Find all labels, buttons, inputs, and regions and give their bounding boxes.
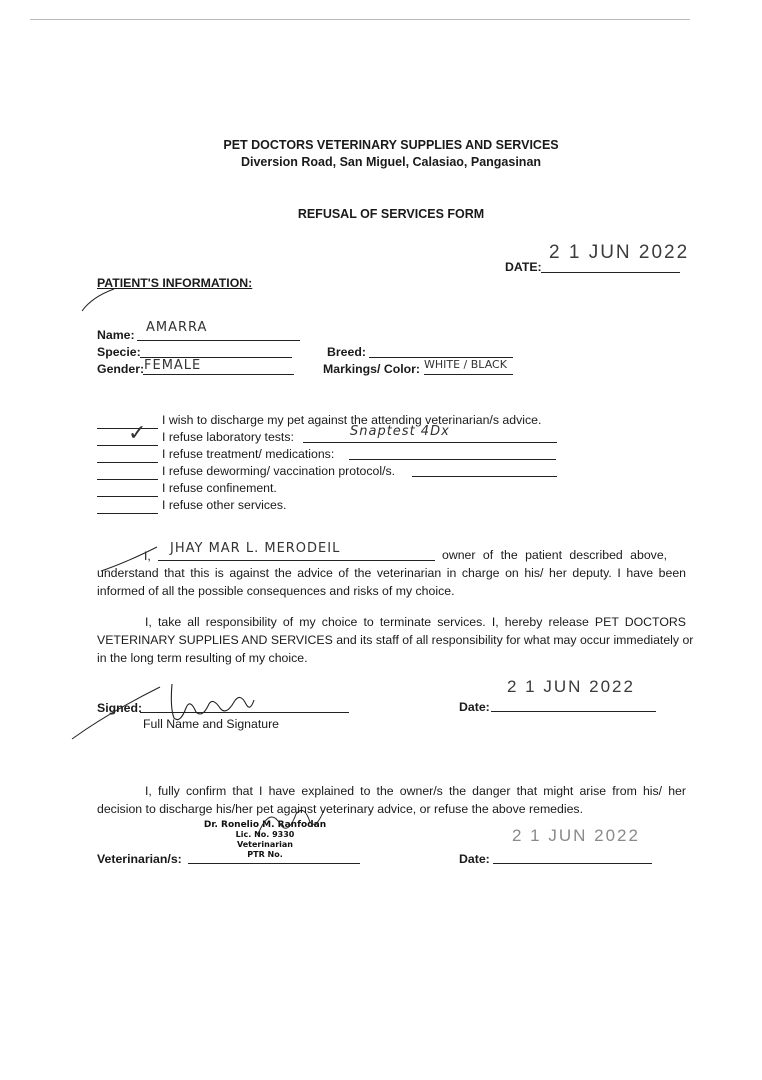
owner-statement-line: informed of all the possible consequences and risks of my choice. bbox=[97, 584, 455, 598]
option-text: I wish to discharge my pet against the attending veterinarian/s advice. bbox=[162, 413, 542, 427]
stamp-ptr: PTR No. bbox=[247, 850, 283, 859]
signed-date-line bbox=[491, 711, 656, 712]
specie-label: Specie: bbox=[97, 345, 141, 359]
signed-date-label: Date: bbox=[459, 700, 490, 714]
signature-caption: Full Name and Signature bbox=[143, 717, 280, 731]
date-label: DATE: bbox=[505, 260, 542, 274]
form-title: REFUSAL OF SERVICES FORM bbox=[297, 207, 485, 221]
confirmation-line: decision to discharge his/her pet against veterinary advice, or refuse the above remedies. bbox=[97, 802, 583, 816]
name-value: AMARRA bbox=[146, 320, 208, 335]
pen-stroke-mark bbox=[80, 285, 120, 315]
gender-value: FEMALE bbox=[144, 358, 202, 373]
owner-name: JHAY MAR L. MERODEIL bbox=[170, 541, 341, 556]
option-text: I refuse confinement. bbox=[162, 481, 277, 495]
name-label: Name: bbox=[97, 328, 135, 342]
signed-label: Signed: bbox=[97, 701, 143, 715]
company-name: PET DOCTORS VETERINARY SUPPLIES AND SERVICES bbox=[223, 138, 559, 152]
veterinarian-signature bbox=[250, 800, 330, 840]
responsibility-paragraph bbox=[97, 613, 694, 667]
markings-value: WHITE / BLACK bbox=[424, 358, 507, 371]
option-blank bbox=[97, 479, 158, 480]
date-stamp-top: 2 1 JUN 2022 bbox=[549, 242, 690, 263]
signed-pen-stroke bbox=[68, 685, 168, 745]
date-line bbox=[541, 272, 680, 273]
option-detail-value: Snaptest 4Dx bbox=[350, 424, 450, 439]
vet-date-label: Date: bbox=[459, 852, 490, 866]
name-line bbox=[137, 340, 300, 341]
owner-prefix: I, bbox=[144, 549, 151, 563]
option-blank bbox=[97, 462, 158, 463]
gender-line bbox=[143, 374, 294, 375]
option-text: I refuse other services. bbox=[162, 498, 287, 512]
date-stamp-signed: 2 1 JUN 2022 bbox=[507, 677, 635, 696]
veterinarian-label: Veterinarian/s: bbox=[97, 852, 182, 866]
option-text: I refuse laboratory tests: bbox=[162, 430, 294, 444]
scan-edge-line bbox=[30, 19, 690, 20]
responsibility-line: in the long term resulting of my choice. bbox=[97, 651, 308, 665]
confirmation-line: I, fully confirm that I have explained to the owner/s the danger that might arise from his/ her bbox=[145, 784, 686, 798]
option-detail-line bbox=[349, 459, 556, 460]
confirmation-paragraph bbox=[97, 782, 686, 818]
markings-label: Markings/ Color: bbox=[323, 362, 421, 376]
option-detail-line bbox=[412, 476, 557, 477]
responsibility-line: VETERINARY SUPPLIES AND SERVICES and its staff of all responsibility for what may occur immediately or bbox=[97, 633, 694, 647]
date-stamp-vet: 2 1 JUN 2022 bbox=[512, 826, 640, 845]
vet-date-line bbox=[493, 863, 652, 864]
owner-name-line bbox=[158, 560, 435, 561]
owner-after-name: owner of the patient described above, bbox=[442, 548, 668, 562]
option-blank bbox=[97, 513, 158, 514]
owner-statement-line: understand that this is against the advice of the veterinarian in charge on his/ her deputy. I have been bbox=[97, 566, 686, 580]
stamp-name: Dr. Ronelio M. Ranfodan bbox=[203, 820, 327, 830]
option-blank bbox=[97, 496, 158, 497]
responsibility-line: I, take all responsibility of my choice to terminate services. I, hereby release PET DOCTORS bbox=[145, 615, 686, 629]
check-mark: ✓ bbox=[128, 421, 148, 446]
breed-label: Breed: bbox=[327, 345, 366, 359]
option-text: I refuse treatment/ medications: bbox=[162, 447, 335, 461]
patient-section-title: PATIENT'S INFORMATION: bbox=[97, 276, 253, 290]
stamp-title: Veterinarian bbox=[237, 840, 293, 849]
stamp-license: Lic. No. 9330 bbox=[235, 830, 295, 839]
veterinarian-line bbox=[188, 863, 360, 864]
markings-line bbox=[424, 374, 513, 375]
option-text: I refuse deworming/ vaccination protocol/s. bbox=[162, 464, 396, 478]
company-address: Diversion Road, San Miguel, Calasiao, Pangasinan bbox=[240, 155, 542, 169]
owner-statement bbox=[97, 564, 686, 600]
option-detail-line bbox=[303, 442, 557, 443]
gender-label: Gender: bbox=[97, 362, 145, 376]
